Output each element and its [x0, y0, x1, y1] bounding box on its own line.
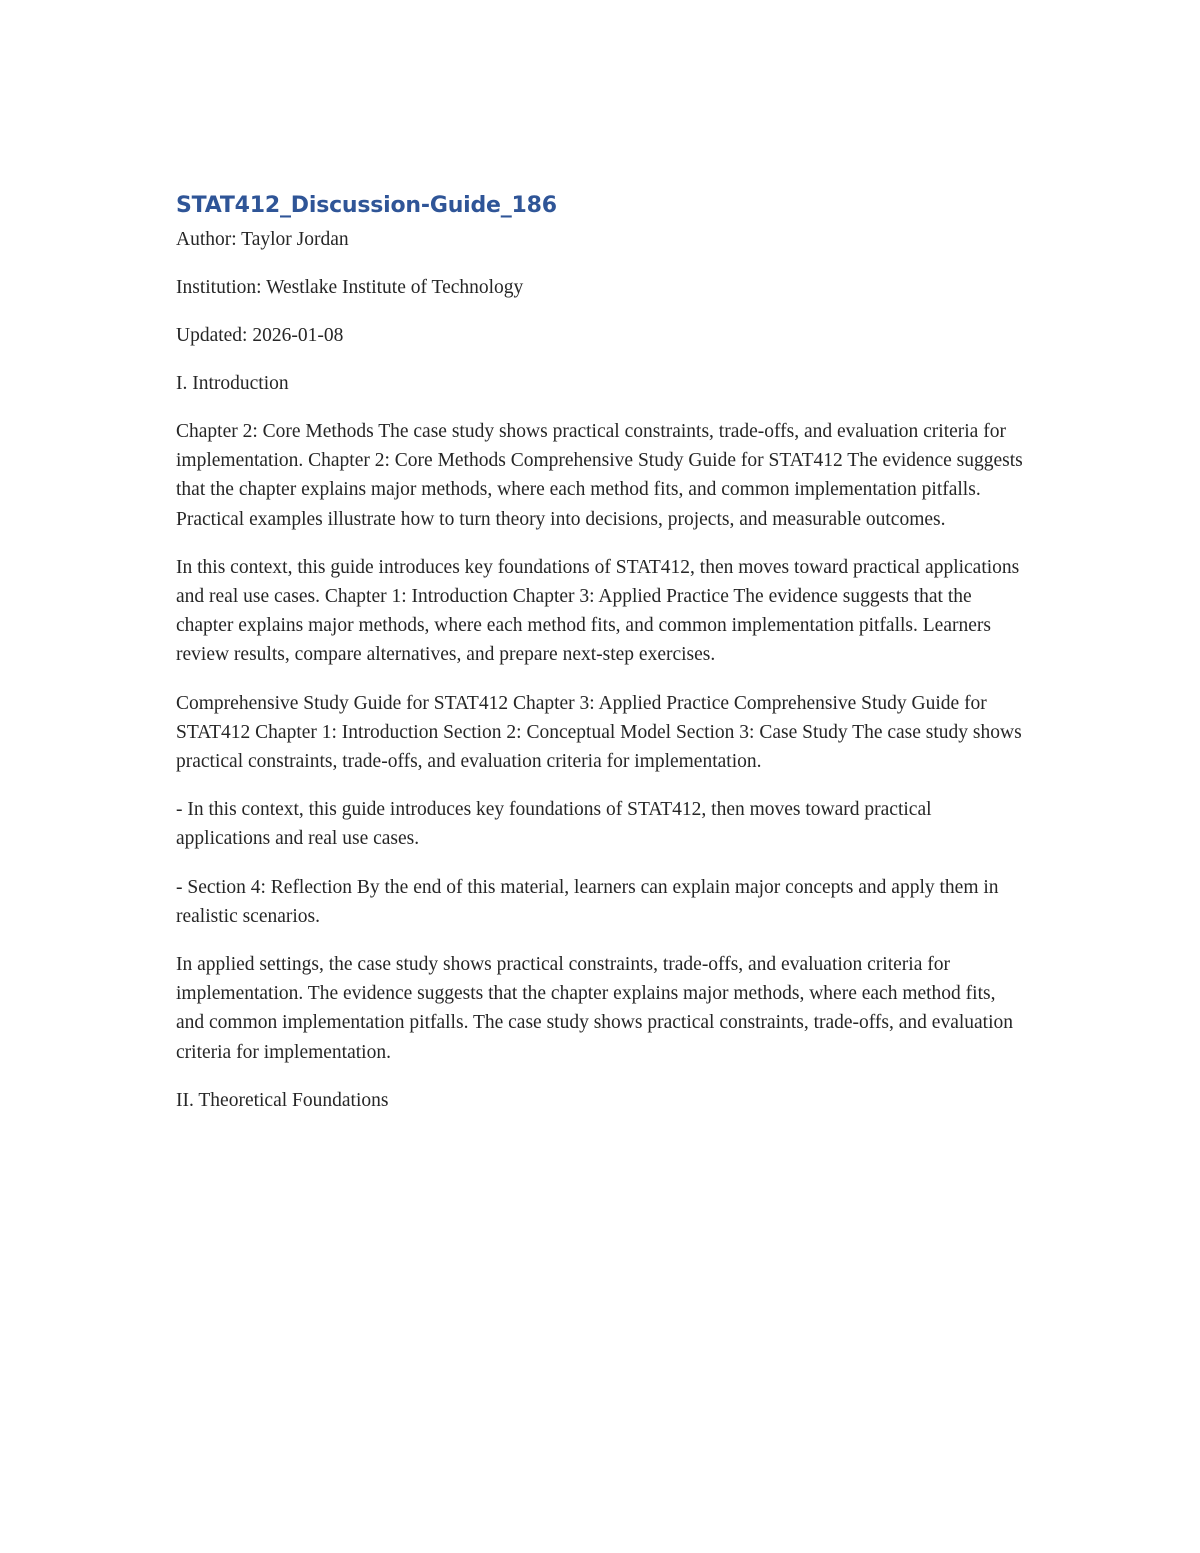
document-body — [176, 190, 1026, 1115]
paragraph: Comprehensive Study Guide for STAT412 Chapter 3: Applied Practice Comprehensive Study Guide for STAT412 Chapter 1: Introduction Section 2: Conceptual Model Section 3: Case Study The case study shows practical constraints, trade-offs, and evaluation criteria for implementation. — [176, 692, 1022, 773]
paragraph: Chapter 2: Core Methods The case study shows practical constraints, trade-offs, and evaluation criteria for implementation. Chapter 2: Core Methods Comprehensive Study Guide for STAT412 The evidence suggests that the chapter explains major methods, where each method fits, and common implementation pitfalls. Practical examples illustrate how to turn theory into decisions, projects, and measurable outcomes. — [176, 421, 1023, 530]
paragraph: In applied settings, the case study shows practical constraints, trade-offs, and evaluation criteria for implementation. The evidence suggests that the chapter explains major methods, where each method fits, and common implementation pitfalls. The case study shows practical constraints, trade-offs, and evaluation criteria for implementation. — [176, 954, 1014, 1063]
bullet-paragraph: - Section 4: Reflection By the end of this material, learners can explain major concepts and apply them in realistic scenarios. — [176, 876, 999, 927]
bullet-paragraph: - In this context, this guide introduces key foundations of STAT412, then moves toward practical applications and real use cases. — [176, 799, 932, 850]
document-title: STAT412_Discussion-Guide_186 — [176, 193, 557, 218]
section-heading-introduction: I. Introduction — [176, 373, 289, 394]
section-heading-theoretical-foundations: II. Theoretical Foundations — [176, 1089, 389, 1111]
institution-line: Institution: Westlake Institute of Technology — [176, 277, 524, 298]
paragraph: In this context, this guide introduces key foundations of STAT412, then moves toward practical applications and real use cases. Chapter 1: Introduction Chapter 3: Applied Practice The evidence suggests that the chapter explains major methods, where each method fits, and common implementation pitfalls. Learners review results, compare alternatives, and prepare next-step exercises. — [176, 556, 1020, 666]
updated-date-line: Updated: 2026-01-08 — [176, 325, 344, 346]
author-line: Author: Taylor Jordan — [176, 229, 349, 250]
